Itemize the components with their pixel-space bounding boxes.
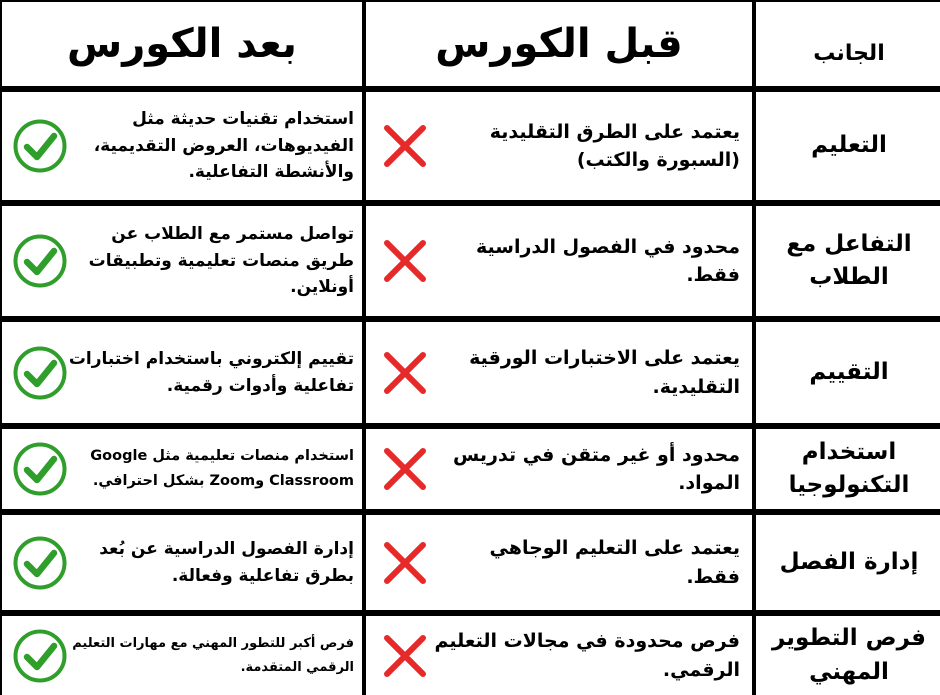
aspect-cell: إدارة الفصل	[756, 515, 940, 610]
green-check-icon	[12, 118, 68, 174]
red-x-icon	[380, 348, 430, 398]
aspect-cell: فرص التطوير المهني	[756, 616, 940, 695]
header-aspect: الجانب	[756, 2, 940, 86]
green-check-icon	[12, 233, 68, 289]
table-row-after	[2, 515, 362, 610]
before-text: يعتمد على الطرق التقليدية (السبورة والكتب)	[489, 120, 740, 171]
green-check-icon	[12, 628, 68, 684]
before-text: يعتمد على الاختبارات الورقية التقليدية.	[469, 347, 740, 398]
red-x-icon	[380, 538, 430, 588]
table-row-before	[366, 322, 752, 423]
aspect-cell: التعليم	[756, 92, 940, 200]
table-row-before	[366, 429, 752, 509]
after-text: استخدام تقنيات حديثة مثل الفيديوهات، العروض التقديمية، والأنشطة التفاعلية.	[93, 109, 354, 183]
after-text: إدارة الفصول الدراسية عن بُعد بطرق تفاعلية وفعالة.	[99, 539, 354, 586]
before-text: محدود أو غير متقن في تدريس المواد.	[453, 443, 740, 494]
header-before: قبل الكورس	[366, 2, 752, 86]
table-row-before	[366, 92, 752, 200]
green-check-icon	[12, 535, 68, 591]
before-text: فرص محدودة في مجالات التعليم الرقمي.	[434, 630, 740, 681]
table-row-after	[2, 206, 362, 316]
table-row-after	[2, 616, 362, 695]
table-row-after	[2, 92, 362, 200]
after-text: استخدام منصات تعليمية مثل Google Classroom وZoom بشكل احترافي.	[90, 448, 354, 489]
table-row-before	[366, 515, 752, 610]
before-text: يعتمد على التعليم الوجاهي فقط.	[489, 537, 740, 588]
red-x-icon	[380, 236, 430, 286]
table-row-before	[366, 616, 752, 695]
red-x-icon	[380, 121, 430, 171]
after-text: تواصل مستمر مع الطلاب عن طريق منصات تعليمية وتطبيقات أونلاين.	[88, 224, 354, 298]
header-after: بعد الكورس	[2, 2, 362, 86]
red-x-icon	[380, 444, 430, 494]
green-check-icon	[12, 441, 68, 497]
aspect-cell: استخدام التكنولوجيا	[756, 429, 940, 509]
red-x-icon	[380, 631, 430, 681]
after-text: فرص أكبر للتطور المهني مع مهارات التعليم الرقمي المتقدمة.	[72, 636, 354, 675]
table-row-before	[366, 206, 752, 316]
green-check-icon	[12, 345, 68, 401]
before-text: محدود في الفصول الدراسية فقط.	[476, 235, 740, 286]
table-row-after	[2, 429, 362, 509]
after-text: تقييم إلكتروني باستخدام اختبارات تفاعلية وأدوات رقمية.	[68, 349, 354, 396]
aspect-cell: التفاعل مع الطلاب	[756, 206, 940, 316]
aspect-cell: التقييم	[756, 322, 940, 423]
table-row-after	[2, 322, 362, 423]
